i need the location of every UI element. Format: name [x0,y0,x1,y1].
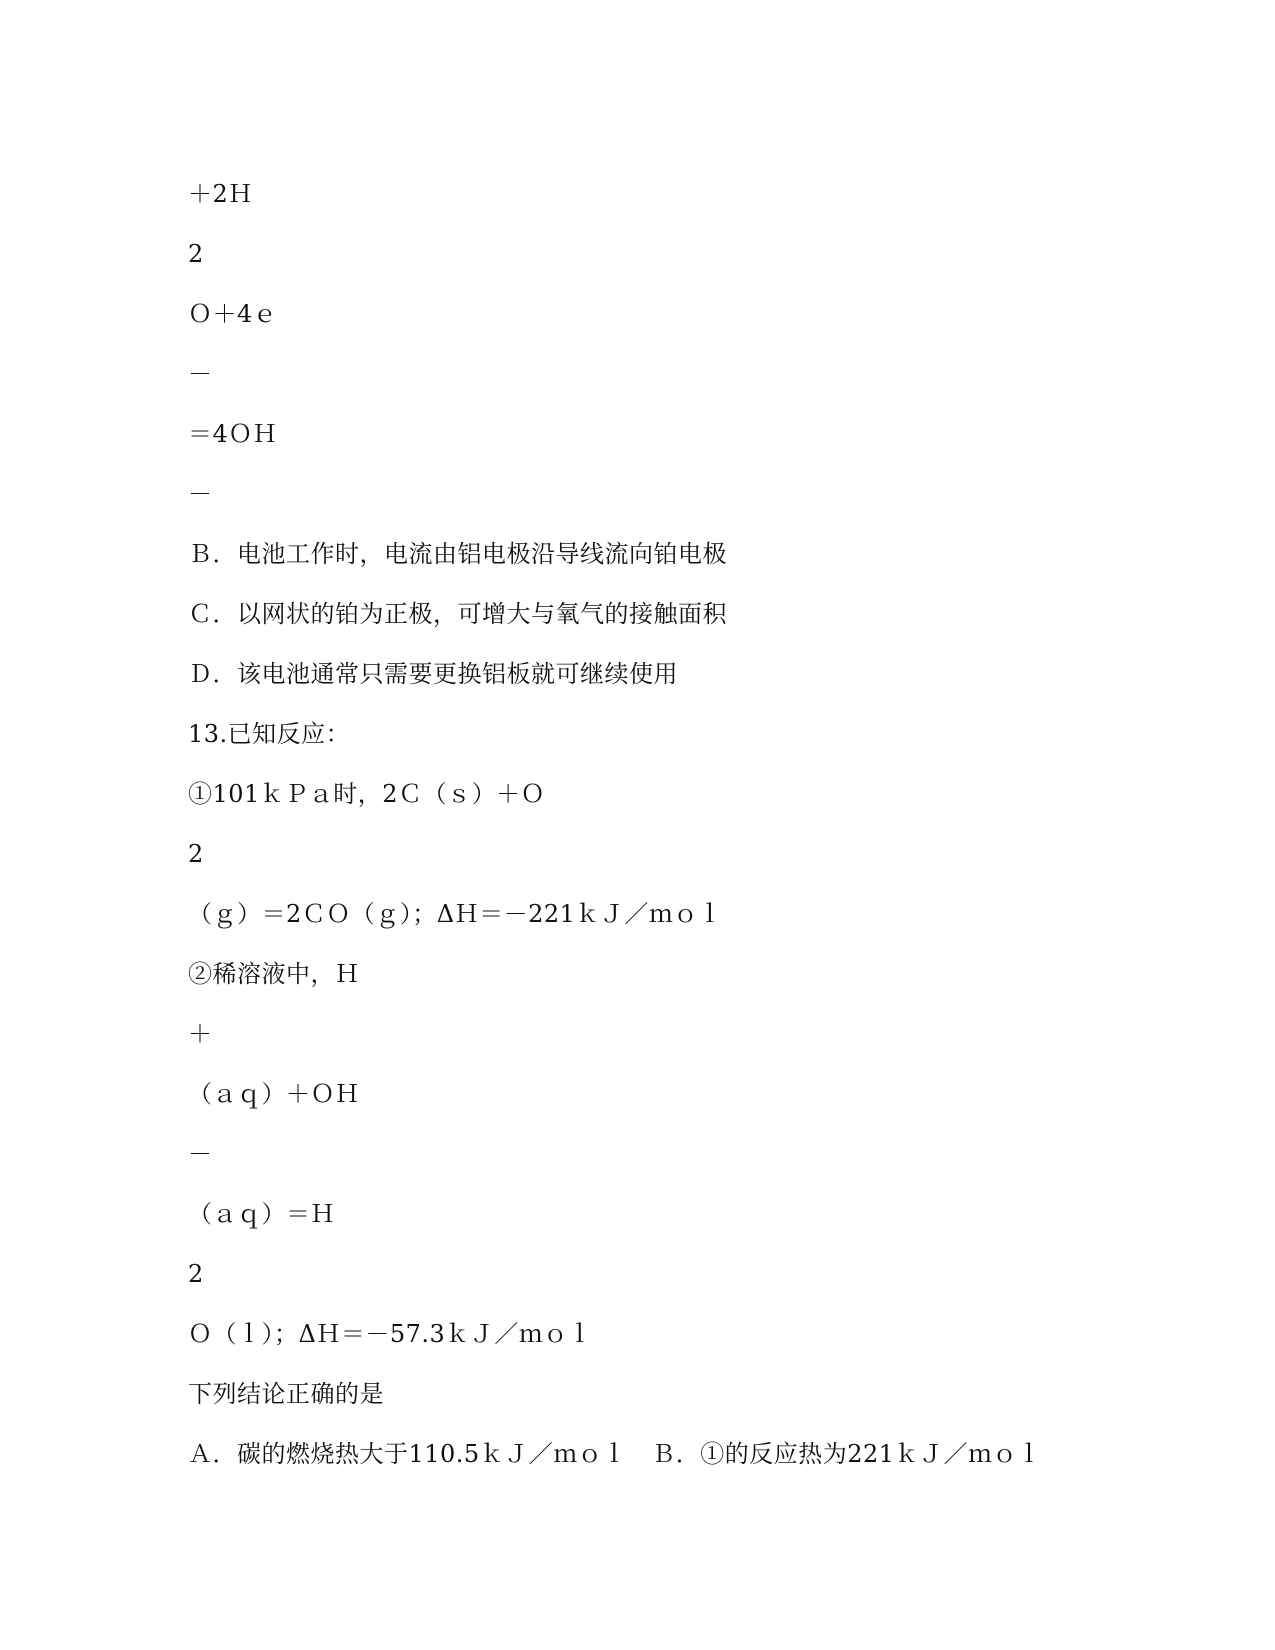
option-b: Ｂ．电池工作时，电流由铝电极沿导线流向铂电极 [188,540,727,568]
equation-fragment: Ｏ＋4ｅ [188,300,278,328]
superscript-fragment: ＋ [188,1020,213,1048]
superscript-fragment: － [188,1140,213,1168]
reaction-1: ①101ｋＰａ时，2Ｃ（ｓ）＋Ｏ [188,780,546,808]
equation-fragment: ＝4ＯＨ [188,420,278,448]
superscript-fragment: － [188,360,213,388]
option-d: Ｄ．该电池通常只需要更换铝板就可继续使用 [188,660,678,688]
subscript-fragment: 2 [188,1260,204,1288]
superscript-fragment: － [188,480,213,508]
reaction-2-fragment: （ａｑ）＋ＯＨ [188,1080,360,1108]
option-c: Ｃ．以网状的铂为正极，可增大与氧气的接触面积 [188,600,727,628]
subscript-fragment: 2 [188,840,204,868]
options-a-b: Ａ．碳的燃烧热大于110.5ｋＪ／ｍｏｌ Ｂ．①的反应热为221ｋＪ／ｍｏｌ [188,1440,1042,1468]
reaction-2-continued: Ｏ（ｌ）；ΔＨ＝－57.3ｋＪ／ｍｏｌ [188,1320,593,1348]
question-prompt: 下列结论正确的是 [188,1380,384,1408]
equation-fragment: ＋2Ｈ [188,180,253,208]
subscript-fragment: 2 [188,240,204,268]
reaction-1-continued: （ｇ）＝2ＣＯ（ｇ）；ΔＨ＝－221ｋＪ／ｍｏｌ [188,900,723,928]
reaction-2: ②稀溶液中，Ｈ [188,960,360,988]
reaction-2-fragment: （ａｑ）＝Ｈ [188,1200,335,1228]
question-13-stem: 13.已知反应： [188,720,351,748]
